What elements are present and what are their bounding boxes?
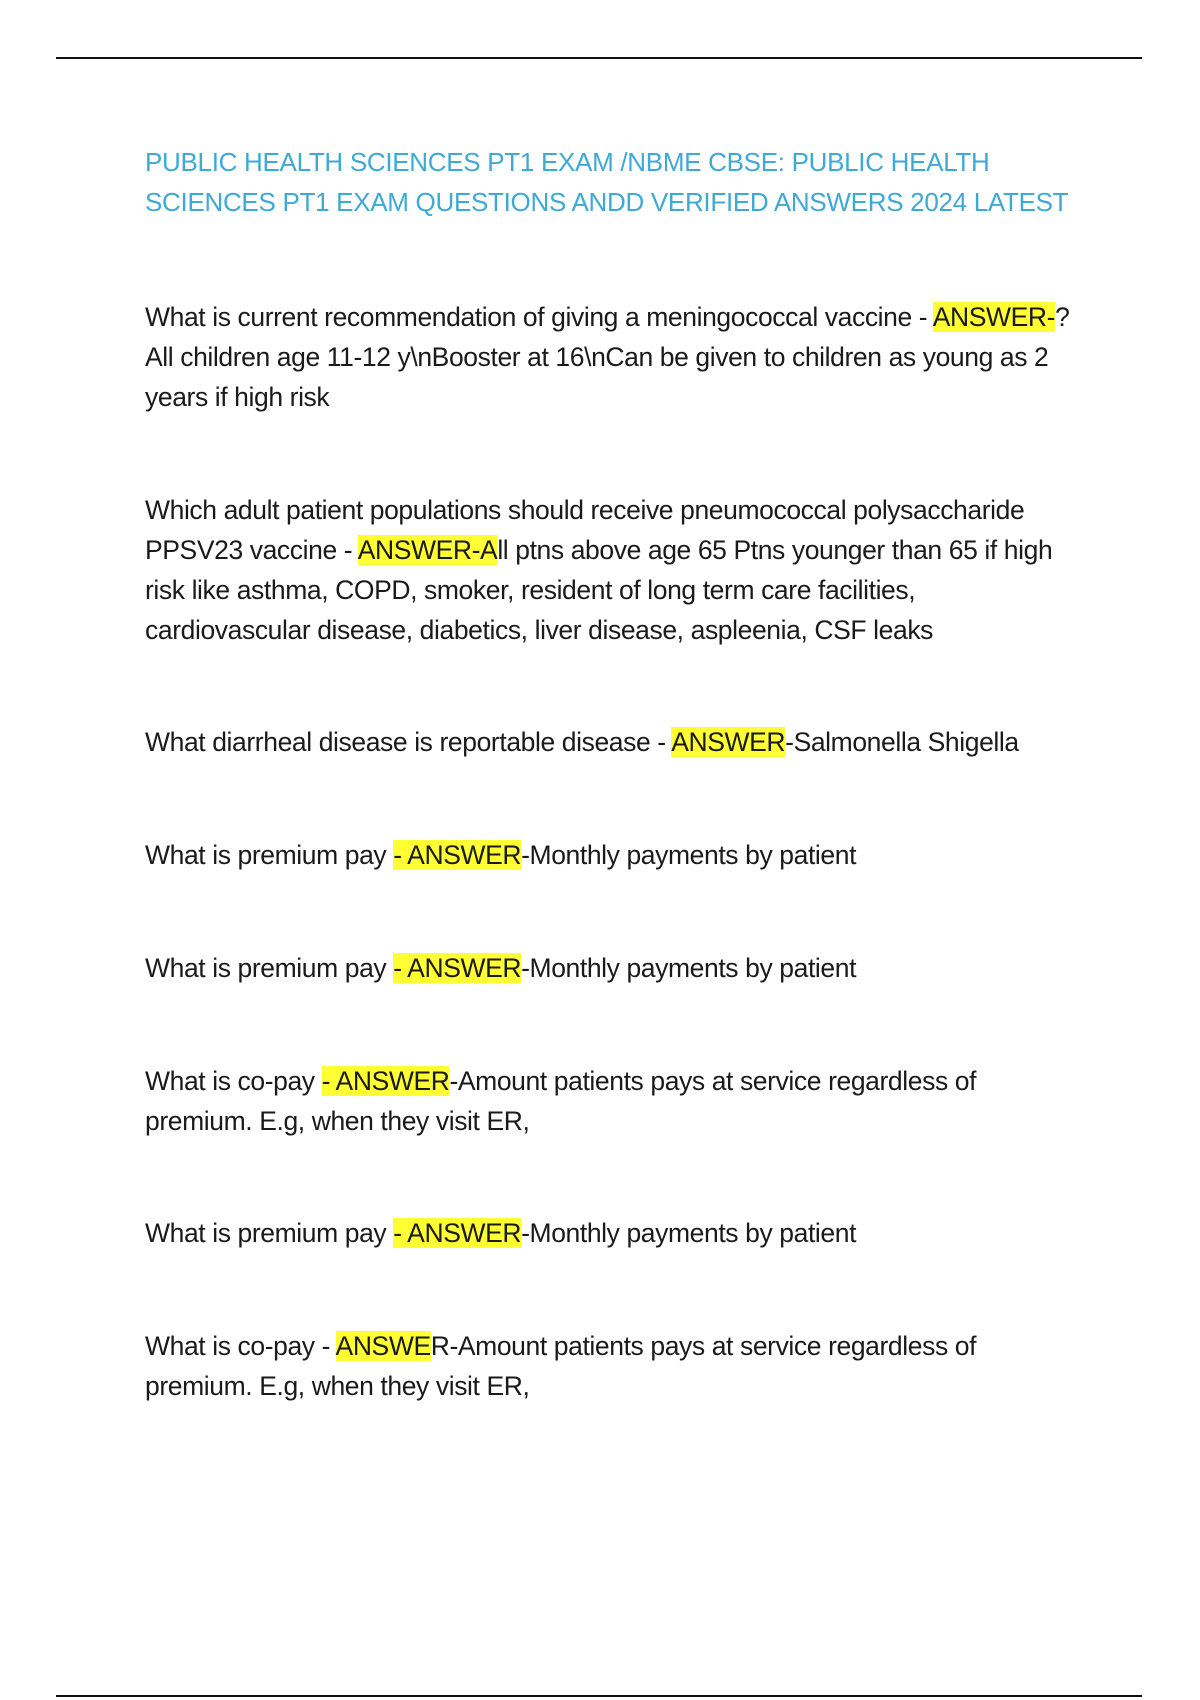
answer-text: ?All children age 11-12 y\nBooster at 16\nCan be given to children as young as 2 years if high risk: [145, 302, 1070, 412]
answer-highlight: - ANSWER: [393, 1218, 522, 1248]
question-text: What is premium pay: [145, 840, 394, 870]
qa-entry-6: [145, 1061, 1085, 1141]
answer-highlight: ANSWER: [671, 727, 786, 757]
answer-highlight: - ANSWER: [393, 953, 522, 983]
qa-entry-2: [145, 490, 1085, 650]
answer-highlight: ANSWER-A: [357, 535, 498, 565]
answer-text: -Monthly payments by patient: [521, 953, 857, 983]
answer-text: R-Amount patients pays at service regardless of premium. E.g, when they visit ER,: [145, 1331, 977, 1401]
question-text: What is co-pay -: [145, 1331, 336, 1361]
qa-entry-4: [145, 835, 1085, 875]
document-title: PUBLIC HEALTH SCIENCES PT1 EXAM /NBME CBSE: PUBLIC HEALTH SCIENCES PT1 EXAM QUESTIONS ANDD VERIFIED ANSWERS 2024 LATEST: [145, 147, 1069, 217]
answer-highlight: ANSWE: [335, 1331, 431, 1361]
answer-highlight: - ANSWER: [393, 840, 522, 870]
qa-entry-1: [145, 297, 1085, 417]
question-text: What is co-pay: [145, 1066, 322, 1096]
qa-entry-7: [145, 1213, 1085, 1253]
answer-highlight: ANSWER-: [932, 302, 1056, 332]
qa-entry-5: [145, 948, 1085, 988]
answer-text: ll ptns above age 65 Ptns younger than 65 if high risk like asthma, COPD, smoker, resident of long term care facilities, cardiovascular disease, diabetics, liver disease, aspleenia, CSF leaks: [145, 535, 1053, 645]
question-text: What diarrheal disease is reportable disease -: [145, 727, 672, 757]
qa-entry-3: [145, 722, 1085, 762]
top-rule: [56, 57, 1142, 59]
answer-text: -Amount patients pays at service regardless of premium. E.g, when they visit ER,: [145, 1066, 977, 1136]
question-text: Which adult patient populations should receive pneumococcal polysaccharide PPSV23 vaccine -: [145, 495, 1025, 565]
answer-text: -Salmonella Shigella: [785, 727, 1019, 757]
question-text: What is premium pay: [145, 1218, 394, 1248]
answer-text: -Monthly payments by patient: [521, 1218, 857, 1248]
qa-entry-8: [145, 1326, 1085, 1406]
answer-highlight: - ANSWER: [321, 1066, 450, 1096]
question-text: What is premium pay: [145, 953, 394, 983]
bottom-rule: [56, 1695, 1142, 1697]
question-text: What is current recommendation of giving a meningococcal vaccine -: [145, 302, 933, 332]
answer-text: -Monthly payments by patient: [521, 840, 857, 870]
